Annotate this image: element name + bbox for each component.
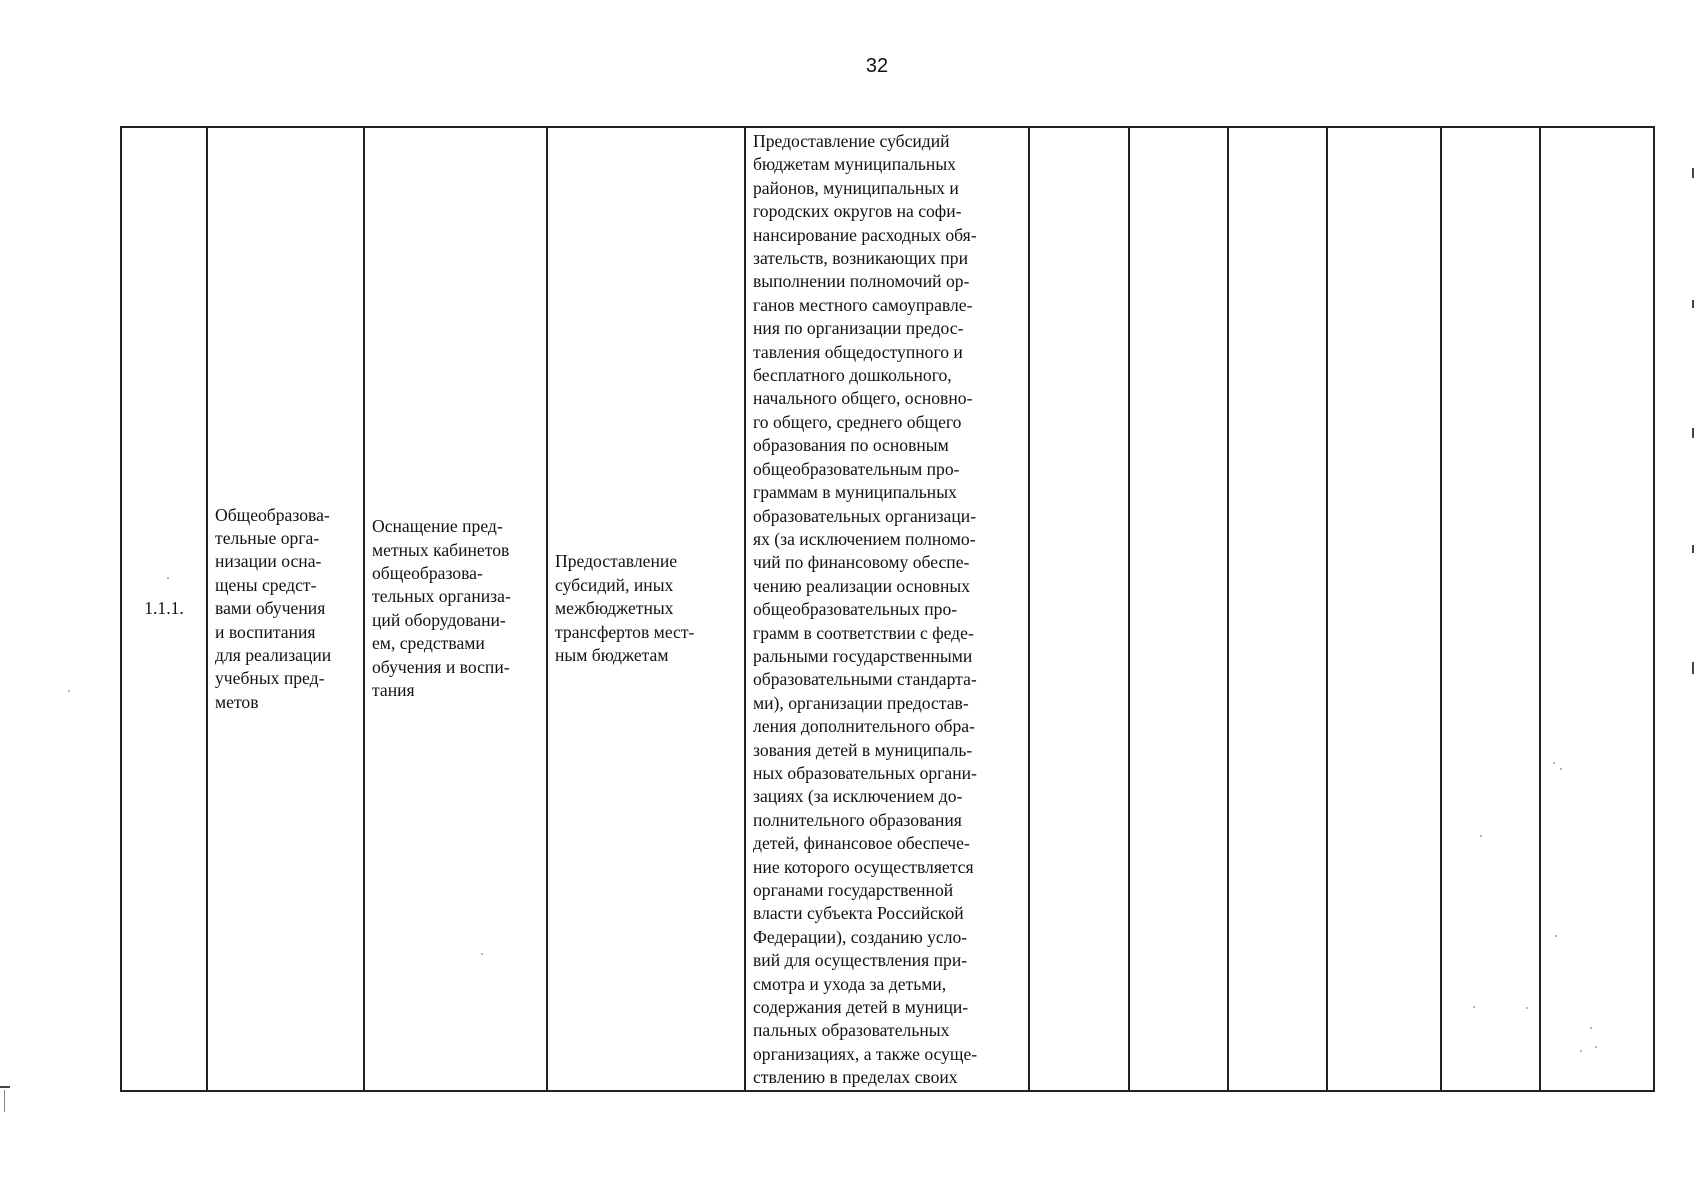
empty-cell-6 bbox=[1029, 127, 1129, 1091]
empty-cell-7 bbox=[1129, 127, 1228, 1091]
measure-cell bbox=[364, 127, 547, 1091]
empty-cell-8 bbox=[1228, 127, 1327, 1091]
mechanism-cell bbox=[547, 127, 745, 1091]
scan-edge-mark bbox=[1692, 662, 1694, 674]
scan-edge-mark bbox=[1692, 300, 1694, 308]
scan-speck bbox=[1560, 768, 1562, 770]
scan-speck bbox=[1580, 1050, 1582, 1052]
scan-speck bbox=[1590, 1027, 1592, 1029]
scan-speck bbox=[1553, 762, 1555, 764]
scan-speck bbox=[1473, 1006, 1475, 1008]
scan-edge-mark bbox=[1692, 428, 1694, 438]
scan-speck bbox=[1480, 835, 1482, 837]
measure-text: Оснащение пред- метных кабинетов общеобразова- тельных организа- ций оборудовани- ем, средствами обучения и воспи- тания bbox=[372, 516, 511, 701]
row-number: 1.1.1. bbox=[144, 598, 184, 619]
result-text: Общеобразова- тельные орга- низации осна- щены средст- вами обучения и воспитания для реализации учебных пред- метов bbox=[215, 504, 332, 712]
scan-edge-mark bbox=[1692, 545, 1694, 553]
result-cell bbox=[207, 127, 364, 1091]
scan-edge-mark bbox=[4, 1090, 5, 1112]
scan-speck bbox=[167, 577, 169, 579]
row-number-cell bbox=[121, 127, 207, 1091]
description-cell bbox=[745, 127, 1029, 1091]
scan-speck bbox=[481, 953, 483, 955]
mechanism-text: Предоставление субсидий, иных межбюджетных трансфертов мест- ным бюджетам bbox=[555, 551, 695, 665]
empty-cell-11 bbox=[1540, 127, 1654, 1091]
scan-edge-mark bbox=[1692, 168, 1694, 178]
table-row bbox=[121, 127, 1654, 1091]
scan-speck bbox=[1526, 1007, 1528, 1009]
measures-table bbox=[120, 126, 1655, 1092]
scan-edge-mark bbox=[0, 1086, 10, 1088]
page-number: 32 bbox=[865, 55, 889, 77]
empty-cell-10 bbox=[1441, 127, 1540, 1091]
scan-speck bbox=[1595, 1046, 1597, 1048]
scan-speck bbox=[68, 690, 70, 692]
empty-cell-9 bbox=[1327, 127, 1441, 1091]
scan-speck bbox=[1555, 935, 1557, 937]
description-text: Предоставление субсидий бюджетам муниципальных районов, муниципальных и городских округов на софи- нансирование расходных обя- зательств, возникающих при выполнении полномочий ор- ганов местного самоуправле- ния по организации предос- тавления общедоступного и бесплатного дошкольного, начального общего, основно- го общего, среднего общего образования по основным общеобразовательным про- граммам в муниципальных образовательных организаци- ях (за исключением полномо- чий по финансовому обеспе- чению реализации основных общеобразовательных про- грамм в соответствии с феде- ральными государственными образовательными стандарта- ми), организации предостав- ления дополнительного обра- зования детей в муниципаль- ных образовательных органи- зациях (за исключением до- полнительного образования детей, финансовое обеспече- ние которого осуществляется органами государственной власти субъекта Российской Федерации), созданию усло- вий для осуществления при- смотра и ухода за детьми, содержания детей в муници- пальных образовательных организациях, а также осуще- ствлению в пределах своих bbox=[753, 131, 978, 1088]
